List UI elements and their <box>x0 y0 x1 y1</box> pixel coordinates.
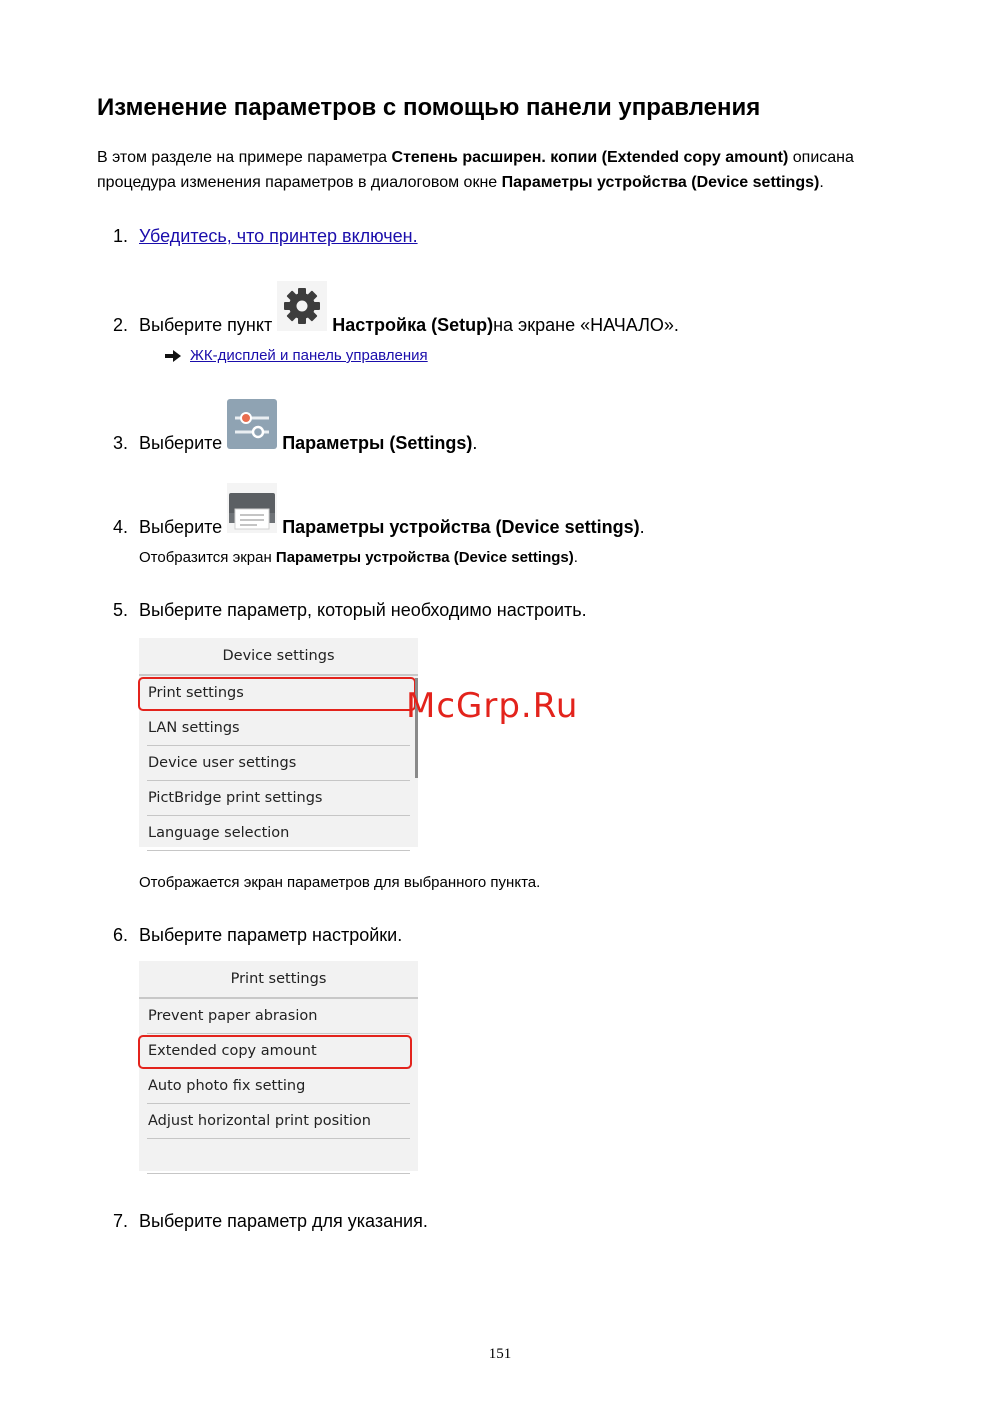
lcd-item-lan-settings[interactable] <box>147 711 410 746</box>
note-bold: Параметры устройства (Device settings) <box>275 549 574 566</box>
lcd-item-label: Adjust horizontal print position <box>148 1113 371 1129</box>
arrow-right-icon <box>165 350 181 362</box>
step-text: Выберите параметр настройки. <box>139 925 403 945</box>
step-number: 6. <box>113 925 129 945</box>
step-6 <box>113 925 402 946</box>
intro-text: В этом разделе на примере параметра <box>97 149 392 166</box>
lcd-item-device-user-settings[interactable] <box>147 746 410 781</box>
intro-text: . <box>819 174 824 191</box>
step-text: Выберите пункт <box>139 315 273 335</box>
lcd-panel-link[interactable]: ЖК-дисплей и панель управления <box>190 347 428 364</box>
step-text: . <box>472 433 478 453</box>
note-text: . <box>573 549 578 566</box>
lcd-item-adjust-horizontal[interactable] <box>147 1104 410 1139</box>
step-number: 2. <box>113 315 129 335</box>
step-number: 5. <box>113 600 129 620</box>
step-text: Выберите <box>139 433 223 453</box>
step-text: Выберите параметр, который необходимо настроить. <box>139 600 587 620</box>
step-2 <box>113 275 679 336</box>
step-4-note <box>139 549 578 566</box>
lcd-title: Device settings <box>139 638 418 676</box>
step-number: 3. <box>113 433 129 453</box>
step-3 <box>113 393 477 454</box>
lcd-item-label: Language selection <box>148 825 290 841</box>
lcd-item-label: Print settings <box>148 685 244 701</box>
step-5-note: Отображается экран параметров для выбранного пункта. <box>139 874 541 891</box>
intro-text: описана процедура изменения параметров в диалоговом окне <box>97 149 854 191</box>
lcd-item-auto-photo-fix[interactable] <box>147 1069 410 1104</box>
lcd-item-label: LAN settings <box>148 720 240 736</box>
page-number: 151 <box>488 1346 512 1362</box>
lcd-item-label: Auto photo fix setting <box>148 1078 306 1094</box>
step-1 <box>113 226 418 247</box>
gear-icon <box>277 281 327 331</box>
note-text: Отобразится экран <box>139 549 276 566</box>
lcd-item-pictbridge[interactable] <box>147 781 410 816</box>
step-5 <box>113 600 587 621</box>
lcd-item-extended-copy[interactable] <box>147 1034 410 1069</box>
intro-bold-dialog: Параметры устройства (Device settings) <box>501 174 820 191</box>
step-text: Выберите <box>139 517 223 537</box>
lcd-item-label: Extended copy amount <box>148 1043 317 1059</box>
selection-highlight <box>138 677 416 711</box>
lcd-item-label: Device user settings <box>148 755 297 771</box>
step-number: 1. <box>113 226 129 246</box>
step-text: . <box>639 517 645 537</box>
lcd-print-settings <box>139 961 418 1171</box>
lcd-item-label: Prevent paper abrasion <box>148 1008 318 1024</box>
selection-highlight <box>138 1035 412 1069</box>
lcd-item-prevent-abrasion[interactable] <box>147 999 410 1034</box>
lcd-item-language[interactable] <box>147 816 410 851</box>
lcd-title: Print settings <box>139 961 418 999</box>
device-settings-label: Параметры устройства (Device settings) <box>282 517 640 537</box>
intro-bold-setting: Степень расширен. копии (Extended copy amount) <box>391 149 789 166</box>
step-4 <box>113 477 645 538</box>
step-number: 4. <box>113 517 129 537</box>
watermark: McGrp.Ru <box>406 686 579 726</box>
printer-on-link[interactable]: Убедитесь, что принтер включен. <box>139 226 418 246</box>
settings-label: Параметры (Settings) <box>282 433 473 453</box>
setup-label: Настройка (Setup) <box>332 315 494 335</box>
lcd-item-label: PictBridge print settings <box>148 790 323 806</box>
settings-sliders-icon <box>227 399 277 449</box>
printer-icon <box>227 483 277 533</box>
lcd-device-settings <box>139 638 418 847</box>
step-number: 7. <box>113 1211 129 1231</box>
step-7 <box>113 1211 428 1232</box>
step-text: на экране «НАЧАЛО». <box>493 315 679 335</box>
lcd-item-empty <box>147 1139 410 1174</box>
intro-paragraph <box>97 145 927 195</box>
step-text: Выберите параметр для указания. <box>139 1211 428 1231</box>
lcd-item-print-settings[interactable] <box>147 676 410 711</box>
reference-link-row <box>165 347 428 364</box>
page-title: Изменение параметров с помощью панели управления <box>97 94 761 121</box>
